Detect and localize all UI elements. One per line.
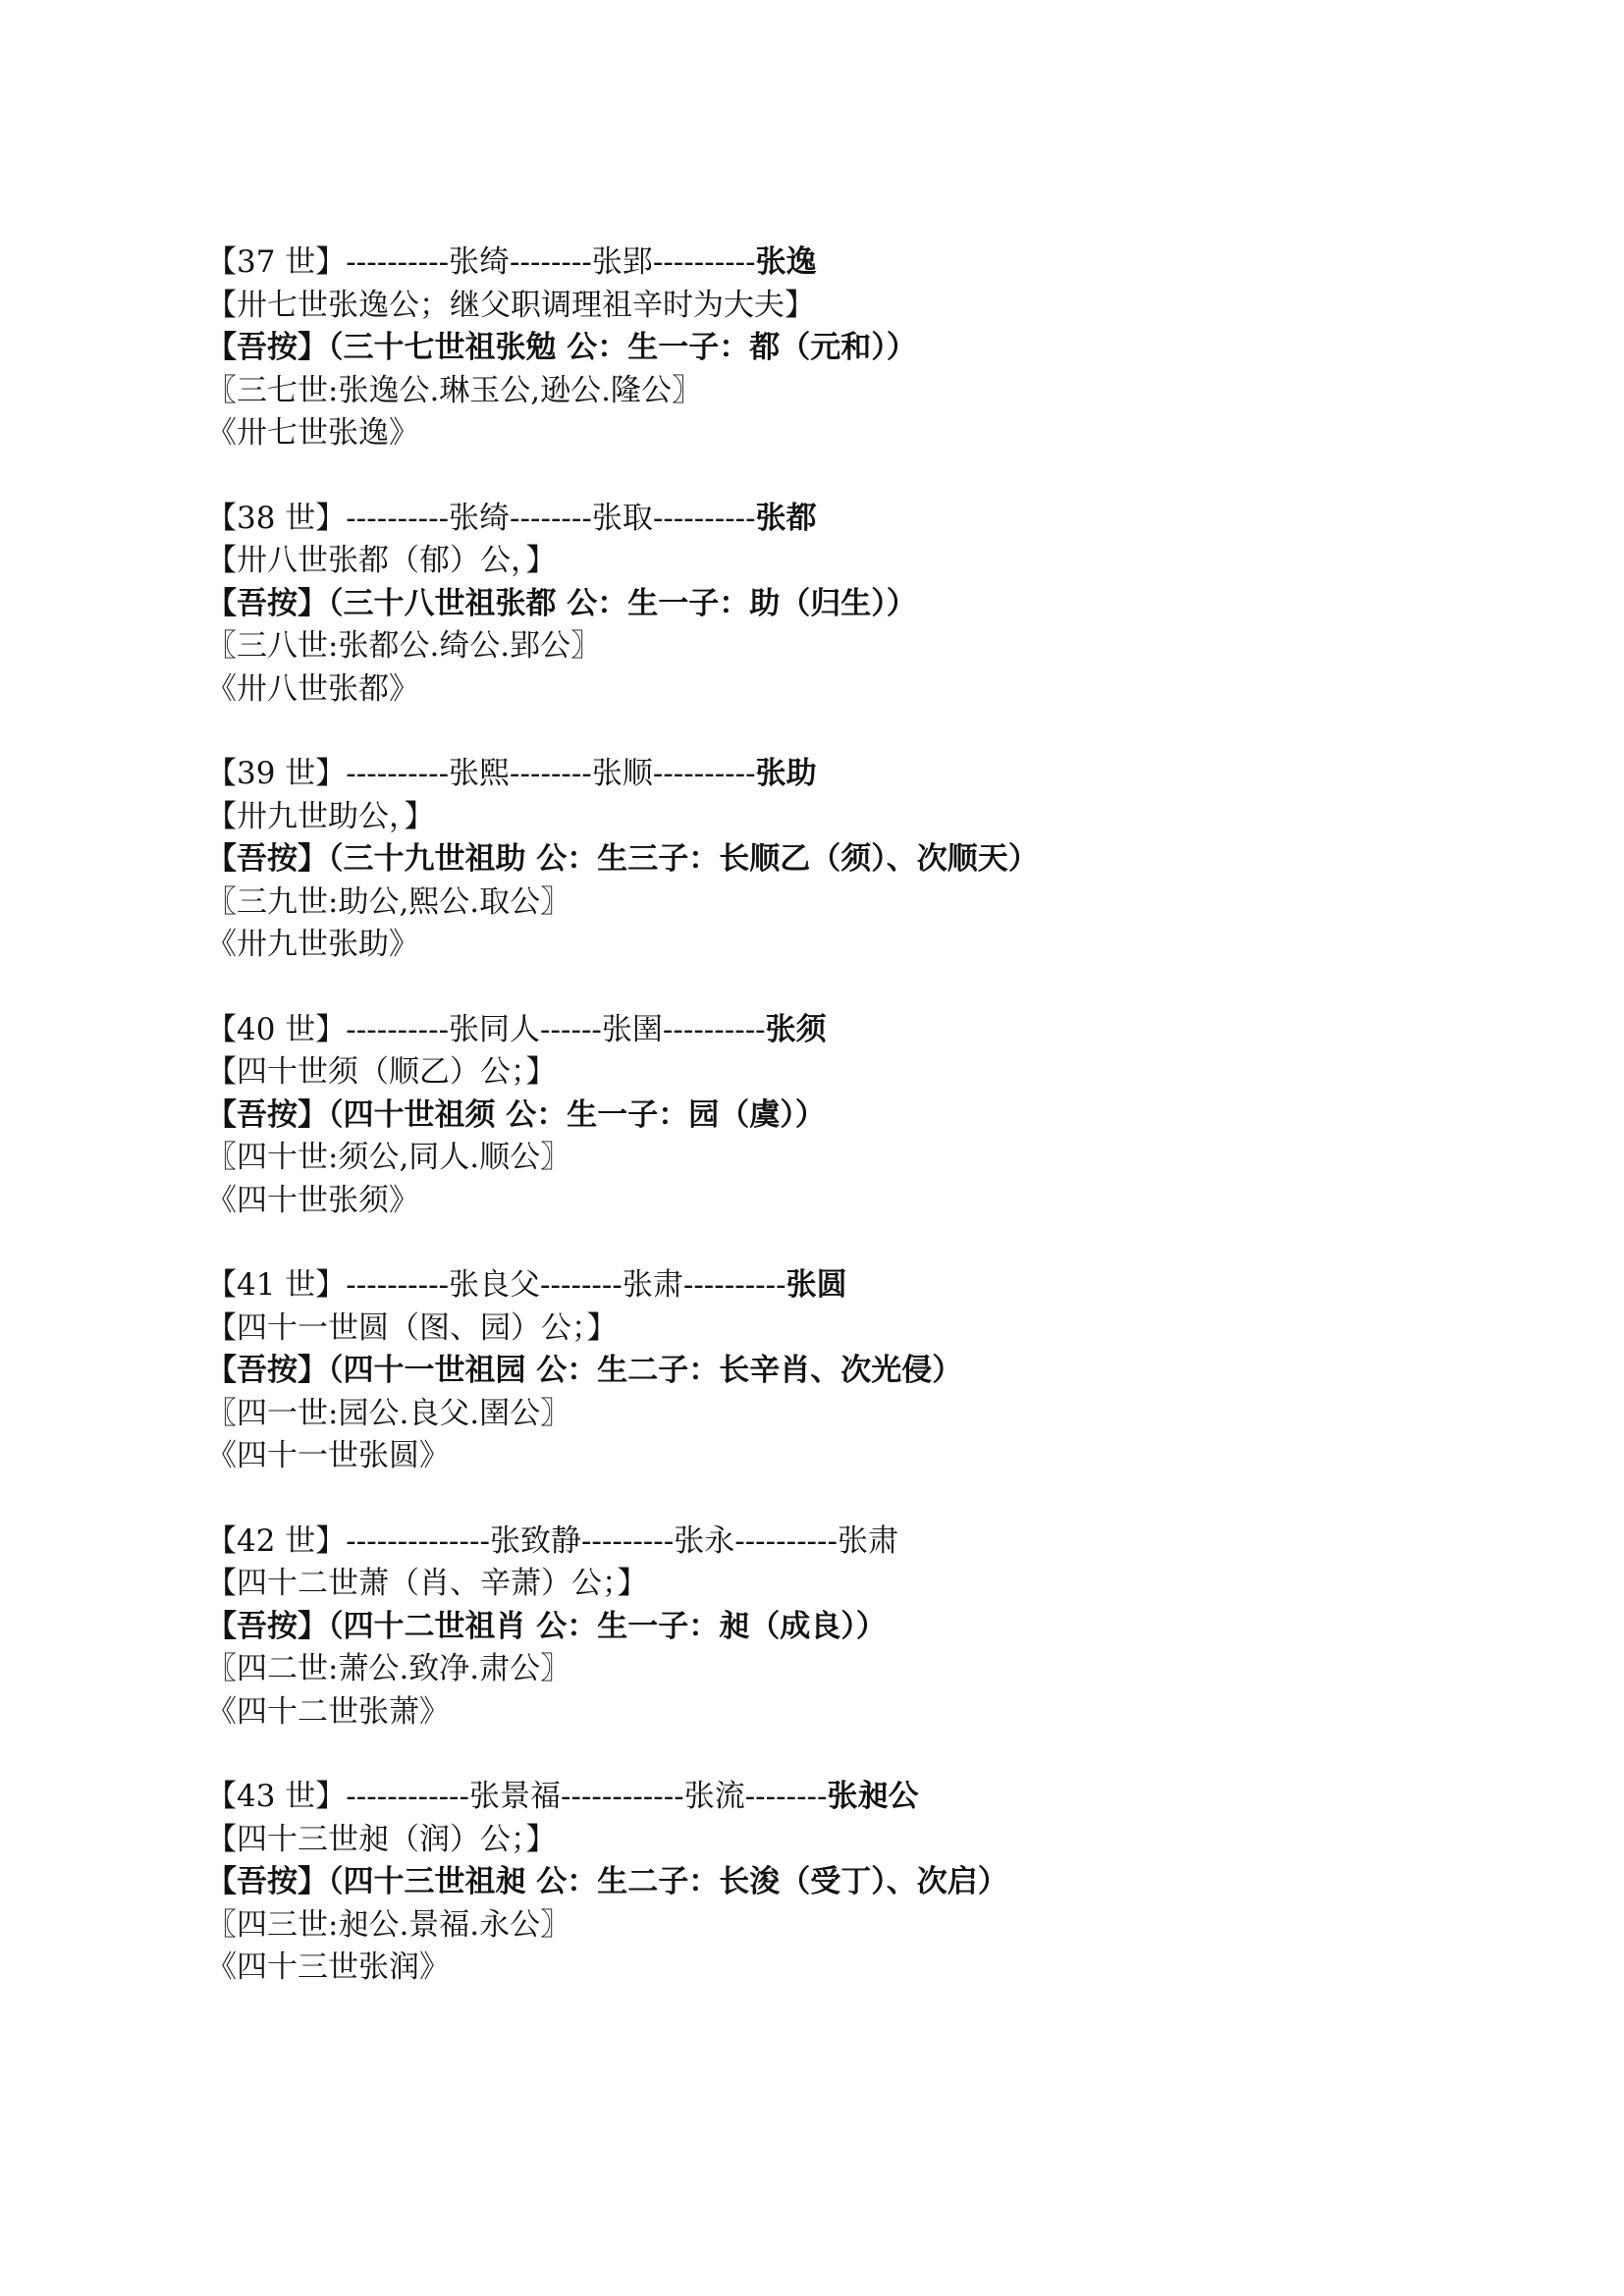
lineage-line [206,753,1483,796]
document-page [206,241,1483,2032]
genealogy-reference: 〖四十世:须公,同人.顺公〗 [206,1140,571,1175]
lineage-line [206,1264,1483,1308]
generation-title: 【四十世须（顺乙）公；】 [206,1054,557,1090]
book-title: 《卅八世张都》 [206,670,419,707]
generation-entry-37 [206,241,1483,455]
generation-entry-42 [206,1521,1483,1735]
lineage-name: 张昶公 [827,1779,919,1814]
generation-title: 【四十一世圆（图、园）公；】 [206,1309,618,1346]
genealogy-reference: 〖三九世:助公,熙公.取公〗 [206,883,571,920]
lineage-line [206,241,1483,285]
author-note: 【吾按】（四十二世祖肖 公：生一子：昶（成良）） [206,1608,887,1644]
genealogy-reference: 〖四一世:园公.良父.圉公〗 [206,1395,571,1431]
generation-title: 【四十三世昶（润）公；】 [206,1821,557,1857]
author-note: 【吾按】（三十八世祖张都 公：生一子：助（归生）） [206,585,917,621]
author-note: 【吾按】（三十九世祖助 公：生三子：长顺乙（须）、次顺天） [206,841,1039,877]
generation-entry-38 [206,498,1483,712]
generation-entry-43 [206,1776,1483,1990]
lineage-text: 【43 世】------------张景福------------张流-------- [206,1779,828,1814]
lineage-line [206,498,1483,541]
lineage-name: 张都 [755,500,817,536]
book-title: 《四十一世张圆》 [206,1438,450,1473]
generation-entry-40 [206,1009,1483,1223]
book-title: 《四十二世张萧》 [206,1693,450,1730]
lineage-line [206,1009,1483,1052]
lineage-line [206,1776,1483,1819]
book-title: 《四十三世张润》 [206,1949,450,1985]
lineage-text: 【37 世】----------张绮--------张郢---------- [206,244,756,280]
lineage-name: 张助 [755,756,817,791]
book-title: 《卅九世张助》 [206,927,419,962]
lineage-text: 【39 世】----------张熙--------张顺---------- [206,756,756,791]
lineage-text: 【40 世】----------张同人------张圉---------- [206,1011,766,1047]
genealogy-reference: 〖三八世:张都公.绮公.郢公〗 [206,628,602,664]
lineage-name: 张须 [765,1011,827,1047]
book-title: 《四十世张须》 [206,1182,419,1218]
author-note: 【吾按】（四十三世祖昶 公：生二子：长浚（受丁）、次启） [206,1864,1008,1899]
lineage-text: 【42 世】--------------张致静---------张永----------张肃 [206,1522,898,1559]
generation-title: 【卅八世张都（郁）公，】 [206,543,557,578]
lineage-line [206,1521,1483,1564]
generation-entry-41 [206,1264,1483,1478]
book-title: 《卅七世张逸》 [206,415,419,451]
genealogy-reference: 〖三七世:张逸公.琳玉公,逊公.隆公〗 [206,372,703,408]
lineage-name: 张逸 [755,244,817,280]
genealogy-reference: 〖四三世:昶公.景福.永公〗 [206,1906,571,1943]
genealogy-reference: 〖四二世:萧公.致净.肃公〗 [206,1651,571,1686]
generation-entry-39 [206,753,1483,967]
generation-title: 【卅七世张逸公；继父职调理祖辛时为大夫】 [206,287,815,323]
generation-title: 【卅九世助公，】 [206,798,435,834]
generation-title: 【四十二世萧（肖、辛萧）公；】 [206,1566,648,1601]
author-note: 【吾按】（三十七世祖张勉 公：生一子：都（元和）） [206,330,917,365]
author-note: 【吾按】（四十世祖须 公：生一子：园（虞）） [206,1096,826,1133]
lineage-name: 张圆 [785,1267,847,1303]
author-note: 【吾按】（四十一世祖园 公：生二子：长辛肖、次光侵） [206,1353,963,1388]
lineage-text: 【41 世】----------张良父--------张肃---------- [206,1267,786,1303]
lineage-text: 【38 世】----------张绮--------张取---------- [206,500,756,536]
